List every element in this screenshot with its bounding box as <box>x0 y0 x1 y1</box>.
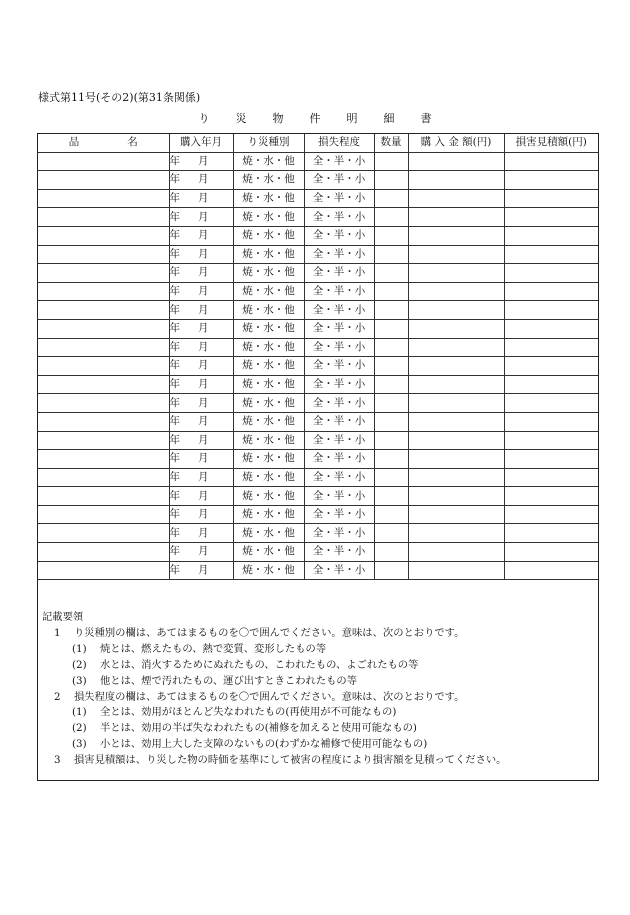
table-row <box>38 561 598 580</box>
disaster-type-cell[interactable]: 焼・水・他 <box>233 152 304 171</box>
instruction-item: 1 り災種別の欄は、あてはまるものを〇で囲んでください。意味は、次のとおりです。 <box>54 626 465 639</box>
item-name-cell[interactable] <box>38 152 169 171</box>
item-name-cell[interactable] <box>38 561 169 580</box>
form-frame <box>37 133 599 781</box>
item-name-cell[interactable] <box>38 245 169 264</box>
table-row <box>38 450 598 469</box>
item-name-cell[interactable] <box>38 450 169 469</box>
damage-degree-cell[interactable]: 全・半・小 <box>304 152 374 171</box>
header-estimated-damage: 損害見積額(円) <box>504 134 598 152</box>
damage-degree-cell[interactable]: 全・半・小 <box>304 245 374 264</box>
purchase-amount-cell[interactable] <box>408 152 504 171</box>
disaster-type-cell[interactable]: 焼・水・他 <box>233 375 304 394</box>
disaster-type-cell[interactable]: 焼・水・他 <box>233 319 304 338</box>
purchase-date-cell[interactable]: 年 月 <box>169 357 233 376</box>
table-row <box>38 412 598 431</box>
estimated-damage-cell[interactable] <box>504 319 598 338</box>
estimated-damage-cell[interactable] <box>504 412 598 431</box>
estimated-damage-cell[interactable] <box>504 487 598 506</box>
item-name-cell[interactable] <box>38 468 169 487</box>
item-name-cell[interactable] <box>38 524 169 543</box>
damage-degree-cell[interactable]: 全・半・小 <box>304 468 374 487</box>
title-char: 明 <box>346 112 358 125</box>
purchase-date-cell[interactable]: 年 月 <box>169 245 233 264</box>
estimated-damage-cell[interactable] <box>504 189 598 208</box>
table-row <box>38 171 598 190</box>
purchase-date-cell[interactable]: 年 月 <box>169 543 233 562</box>
purchase-date-cell[interactable]: 年 月 <box>169 226 233 245</box>
table-row <box>38 189 598 208</box>
estimated-damage-cell[interactable] <box>504 543 598 562</box>
header-item-name: 品 名 <box>38 134 169 152</box>
table-row <box>38 524 598 543</box>
purchase-amount-cell[interactable] <box>408 189 504 208</box>
header-purchase-date: 購入年月 <box>169 134 233 152</box>
damage-degree-cell[interactable]: 全・半・小 <box>304 487 374 506</box>
table-row <box>38 431 598 450</box>
purchase-date-cell[interactable]: 年 月 <box>169 412 233 431</box>
title-char: 書 <box>420 112 432 125</box>
item-name-cell[interactable] <box>38 412 169 431</box>
item-name-cell[interactable] <box>38 431 169 450</box>
header-damage-degree: 損失程度 <box>304 134 374 152</box>
purchase-amount-cell[interactable] <box>408 431 504 450</box>
quantity-cell[interactable] <box>374 152 408 171</box>
item-name-cell[interactable] <box>38 375 169 394</box>
quantity-cell[interactable] <box>374 543 408 562</box>
estimated-damage-cell[interactable] <box>504 450 598 469</box>
disaster-type-cell[interactable]: 焼・水・他 <box>233 338 304 357</box>
quantity-cell[interactable] <box>374 450 408 469</box>
purchase-amount-cell[interactable] <box>408 394 504 413</box>
title-char: 物 <box>272 112 284 125</box>
purchase-date-cell[interactable]: 年 月 <box>169 208 233 227</box>
disaster-type-cell[interactable]: 焼・水・他 <box>233 487 304 506</box>
item-name-cell[interactable] <box>38 357 169 376</box>
table-row <box>38 338 598 357</box>
disaster-type-cell[interactable]: 焼・水・他 <box>233 524 304 543</box>
purchase-amount-cell[interactable] <box>408 357 504 376</box>
quantity-cell[interactable] <box>374 208 408 227</box>
estimated-damage-cell[interactable] <box>504 171 598 190</box>
header-purchase-amount: 購 入 金 額(円) <box>408 134 504 152</box>
purchase-amount-cell[interactable] <box>408 543 504 562</box>
purchase-date-cell[interactable]: 年 月 <box>169 524 233 543</box>
estimated-damage-cell[interactable] <box>504 226 598 245</box>
item-name-cell[interactable] <box>38 282 169 301</box>
estimated-damage-cell[interactable] <box>504 282 598 301</box>
item-name-cell[interactable] <box>38 301 169 320</box>
purchase-date-cell[interactable]: 年 月 <box>169 375 233 394</box>
disaster-type-cell[interactable]: 焼・水・他 <box>233 450 304 469</box>
item-name-cell[interactable] <box>38 189 169 208</box>
damage-degree-cell[interactable]: 全・半・小 <box>304 264 374 283</box>
form-number-label: 様式第11号(その2)(第31条関係) <box>38 91 201 104</box>
damage-degree-cell[interactable]: 全・半・小 <box>304 561 374 580</box>
damage-degree-cell[interactable]: 全・半・小 <box>304 171 374 190</box>
quantity-cell[interactable] <box>374 394 408 413</box>
purchase-amount-cell[interactable] <box>408 282 504 301</box>
disaster-type-cell[interactable]: 焼・水・他 <box>233 301 304 320</box>
estimated-damage-cell[interactable] <box>504 375 598 394</box>
purchase-date-cell[interactable]: 年 月 <box>169 301 233 320</box>
quantity-cell[interactable] <box>374 505 408 524</box>
instruction-subitem: (2) 半とは、効用の半ば失なわれたもの(補修を加えると使用可能なもの) <box>72 722 417 735</box>
damage-degree-cell[interactable]: 全・半・小 <box>304 338 374 357</box>
estimated-damage-cell[interactable] <box>504 468 598 487</box>
purchase-date-cell[interactable]: 年 月 <box>169 152 233 171</box>
purchase-amount-cell[interactable] <box>408 319 504 338</box>
purchase-amount-cell[interactable] <box>408 208 504 227</box>
damage-degree-cell[interactable]: 全・半・小 <box>304 282 374 301</box>
table-row <box>38 487 598 506</box>
estimated-damage-cell[interactable] <box>504 431 598 450</box>
title-char: り <box>198 112 210 125</box>
purchase-date-cell[interactable]: 年 月 <box>169 561 233 580</box>
table-row <box>38 226 598 245</box>
disaster-type-cell[interactable]: 焼・水・他 <box>233 412 304 431</box>
disaster-type-cell[interactable]: 焼・水・他 <box>233 394 304 413</box>
instructions-heading: 記載要領 <box>42 611 84 623</box>
quantity-cell[interactable] <box>374 375 408 394</box>
disaster-type-cell[interactable]: 焼・水・他 <box>233 561 304 580</box>
quantity-cell[interactable] <box>374 226 408 245</box>
purchase-date-cell[interactable]: 年 月 <box>169 189 233 208</box>
damage-degree-cell[interactable]: 全・半・小 <box>304 189 374 208</box>
damage-degree-cell[interactable]: 全・半・小 <box>304 319 374 338</box>
estimated-damage-cell[interactable] <box>504 524 598 543</box>
damage-degree-cell[interactable]: 全・半・小 <box>304 375 374 394</box>
purchase-amount-cell[interactable] <box>408 524 504 543</box>
table-row <box>38 152 598 171</box>
purchase-amount-cell[interactable] <box>408 505 504 524</box>
estimated-damage-cell[interactable] <box>504 561 598 580</box>
estimated-damage-cell[interactable] <box>504 338 598 357</box>
item-name-cell[interactable] <box>38 543 169 562</box>
disaster-type-cell[interactable]: 焼・水・他 <box>233 505 304 524</box>
disaster-type-cell[interactable]: 焼・水・他 <box>233 431 304 450</box>
table-row <box>38 245 598 264</box>
item-name-cell[interactable] <box>38 394 169 413</box>
item-table <box>38 134 598 580</box>
purchase-amount-cell[interactable] <box>408 264 504 283</box>
table-row <box>38 282 598 301</box>
purchase-amount-cell[interactable] <box>408 338 504 357</box>
purchase-amount-cell[interactable] <box>408 226 504 245</box>
damage-degree-cell[interactable]: 全・半・小 <box>304 431 374 450</box>
purchase-date-cell[interactable]: 年 月 <box>169 319 233 338</box>
disaster-type-cell[interactable]: 焼・水・他 <box>233 245 304 264</box>
disaster-type-cell[interactable]: 焼・水・他 <box>233 226 304 245</box>
purchase-date-cell[interactable]: 年 月 <box>169 264 233 283</box>
purchase-date-cell[interactable]: 年 月 <box>169 171 233 190</box>
quantity-cell[interactable] <box>374 319 408 338</box>
estimated-damage-cell[interactable] <box>504 152 598 171</box>
quantity-cell[interactable] <box>374 431 408 450</box>
purchase-date-cell[interactable]: 年 月 <box>169 505 233 524</box>
damage-degree-cell[interactable]: 全・半・小 <box>304 394 374 413</box>
estimated-damage-cell[interactable] <box>504 394 598 413</box>
damage-degree-cell[interactable]: 全・半・小 <box>304 450 374 469</box>
purchase-date-cell[interactable]: 年 月 <box>169 431 233 450</box>
quantity-cell[interactable] <box>374 189 408 208</box>
damage-degree-cell[interactable]: 全・半・小 <box>304 412 374 431</box>
item-name-cell[interactable] <box>38 264 169 283</box>
disaster-type-cell[interactable]: 焼・水・他 <box>233 543 304 562</box>
item-name-cell[interactable] <box>38 505 169 524</box>
disaster-type-cell[interactable]: 焼・水・他 <box>233 357 304 376</box>
item-name-cell[interactable] <box>38 171 169 190</box>
title-char: 件 <box>309 112 321 125</box>
quantity-cell[interactable] <box>374 357 408 376</box>
disaster-type-cell[interactable]: 焼・水・他 <box>233 189 304 208</box>
damage-degree-cell[interactable]: 全・半・小 <box>304 524 374 543</box>
table-header-row <box>38 134 598 152</box>
disaster-type-cell[interactable]: 焼・水・他 <box>233 208 304 227</box>
damage-degree-cell[interactable]: 全・半・小 <box>304 208 374 227</box>
damage-degree-cell[interactable]: 全・半・小 <box>304 505 374 524</box>
purchase-amount-cell[interactable] <box>408 375 504 394</box>
instruction-item: 3 損害見積額は、り災した物の時価を基準にして被害の程度により損害額を見積ってください。 <box>54 754 507 767</box>
title-char: 細 <box>383 112 395 125</box>
damage-degree-cell[interactable]: 全・半・小 <box>304 543 374 562</box>
disaster-type-cell[interactable]: 焼・水・他 <box>233 171 304 190</box>
quantity-cell[interactable] <box>374 245 408 264</box>
estimated-damage-cell[interactable] <box>504 505 598 524</box>
purchase-date-cell[interactable]: 年 月 <box>169 282 233 301</box>
purchase-amount-cell[interactable] <box>408 487 504 506</box>
instructions <box>42 610 598 769</box>
estimated-damage-cell[interactable] <box>504 357 598 376</box>
header-quantity: 数量 <box>374 134 408 152</box>
quantity-cell[interactable] <box>374 487 408 506</box>
instruction-subitem: (1) 全とは、効用がほとんど失なわれたもの(再使用が不可能なもの) <box>72 706 397 719</box>
table-row <box>38 468 598 487</box>
purchase-date-cell[interactable]: 年 月 <box>169 450 233 469</box>
purchase-amount-cell[interactable] <box>408 412 504 431</box>
instruction-subitem: (2) 水とは、消火するためにぬれたもの、こわれたもの、よごれたもの等 <box>72 658 419 671</box>
quantity-cell[interactable] <box>374 524 408 543</box>
disaster-type-cell[interactable]: 焼・水・他 <box>233 468 304 487</box>
item-name-cell[interactable] <box>38 208 169 227</box>
purchase-date-cell[interactable]: 年 月 <box>169 487 233 506</box>
table-row <box>38 319 598 338</box>
table-row <box>38 375 598 394</box>
purchase-amount-cell[interactable] <box>408 245 504 264</box>
quantity-cell[interactable] <box>374 301 408 320</box>
purchase-amount-cell[interactable] <box>408 450 504 469</box>
quantity-cell[interactable] <box>374 338 408 357</box>
purchase-date-cell[interactable]: 年 月 <box>169 338 233 357</box>
title-char: 災 <box>235 112 247 125</box>
purchase-amount-cell[interactable] <box>408 468 504 487</box>
quantity-cell[interactable] <box>374 412 408 431</box>
estimated-damage-cell[interactable] <box>504 264 598 283</box>
quantity-cell[interactable] <box>374 561 408 580</box>
table-row <box>38 357 598 376</box>
damage-degree-cell[interactable]: 全・半・小 <box>304 301 374 320</box>
table-row <box>38 208 598 227</box>
purchase-amount-cell[interactable] <box>408 171 504 190</box>
purchase-amount-cell[interactable] <box>408 561 504 580</box>
document-title <box>0 110 630 126</box>
item-name-cell[interactable] <box>38 319 169 338</box>
quantity-cell[interactable] <box>374 282 408 301</box>
item-name-cell[interactable] <box>38 226 169 245</box>
table-row <box>38 264 598 283</box>
purchase-amount-cell[interactable] <box>408 301 504 320</box>
table-row <box>38 505 598 524</box>
table-row <box>38 394 598 413</box>
damage-degree-cell[interactable]: 全・半・小 <box>304 226 374 245</box>
item-name-cell[interactable] <box>38 487 169 506</box>
table-row <box>38 543 598 562</box>
instruction-subitem: (1) 焼とは、燃えたもの、熱で変質、変形したもの等 <box>72 642 327 655</box>
instruction-subitem: (3) 他とは、煙で汚れたもの、運び出すときこわれたもの等 <box>72 674 358 687</box>
quantity-cell[interactable] <box>374 171 408 190</box>
quantity-cell[interactable] <box>374 264 408 283</box>
disaster-type-cell[interactable]: 焼・水・他 <box>233 264 304 283</box>
item-name-cell[interactable] <box>38 338 169 357</box>
table-row <box>38 301 598 320</box>
estimated-damage-cell[interactable] <box>504 301 598 320</box>
damage-degree-cell[interactable]: 全・半・小 <box>304 357 374 376</box>
quantity-cell[interactable] <box>374 468 408 487</box>
instruction-item: 2 損失程度の欄は、あてはまるものを〇で囲んでください。意味は、次のとおりです。 <box>54 690 465 703</box>
estimated-damage-cell[interactable] <box>504 245 598 264</box>
header-disaster-type: り災種別 <box>233 134 304 152</box>
estimated-damage-cell[interactable] <box>504 208 598 227</box>
instruction-subitem: (3) 小とは、効用上大した支障のないもの(わずかな補修で使用可能なもの) <box>72 738 428 751</box>
purchase-date-cell[interactable]: 年 月 <box>169 394 233 413</box>
purchase-date-cell[interactable]: 年 月 <box>169 468 233 487</box>
disaster-type-cell[interactable]: 焼・水・他 <box>233 282 304 301</box>
